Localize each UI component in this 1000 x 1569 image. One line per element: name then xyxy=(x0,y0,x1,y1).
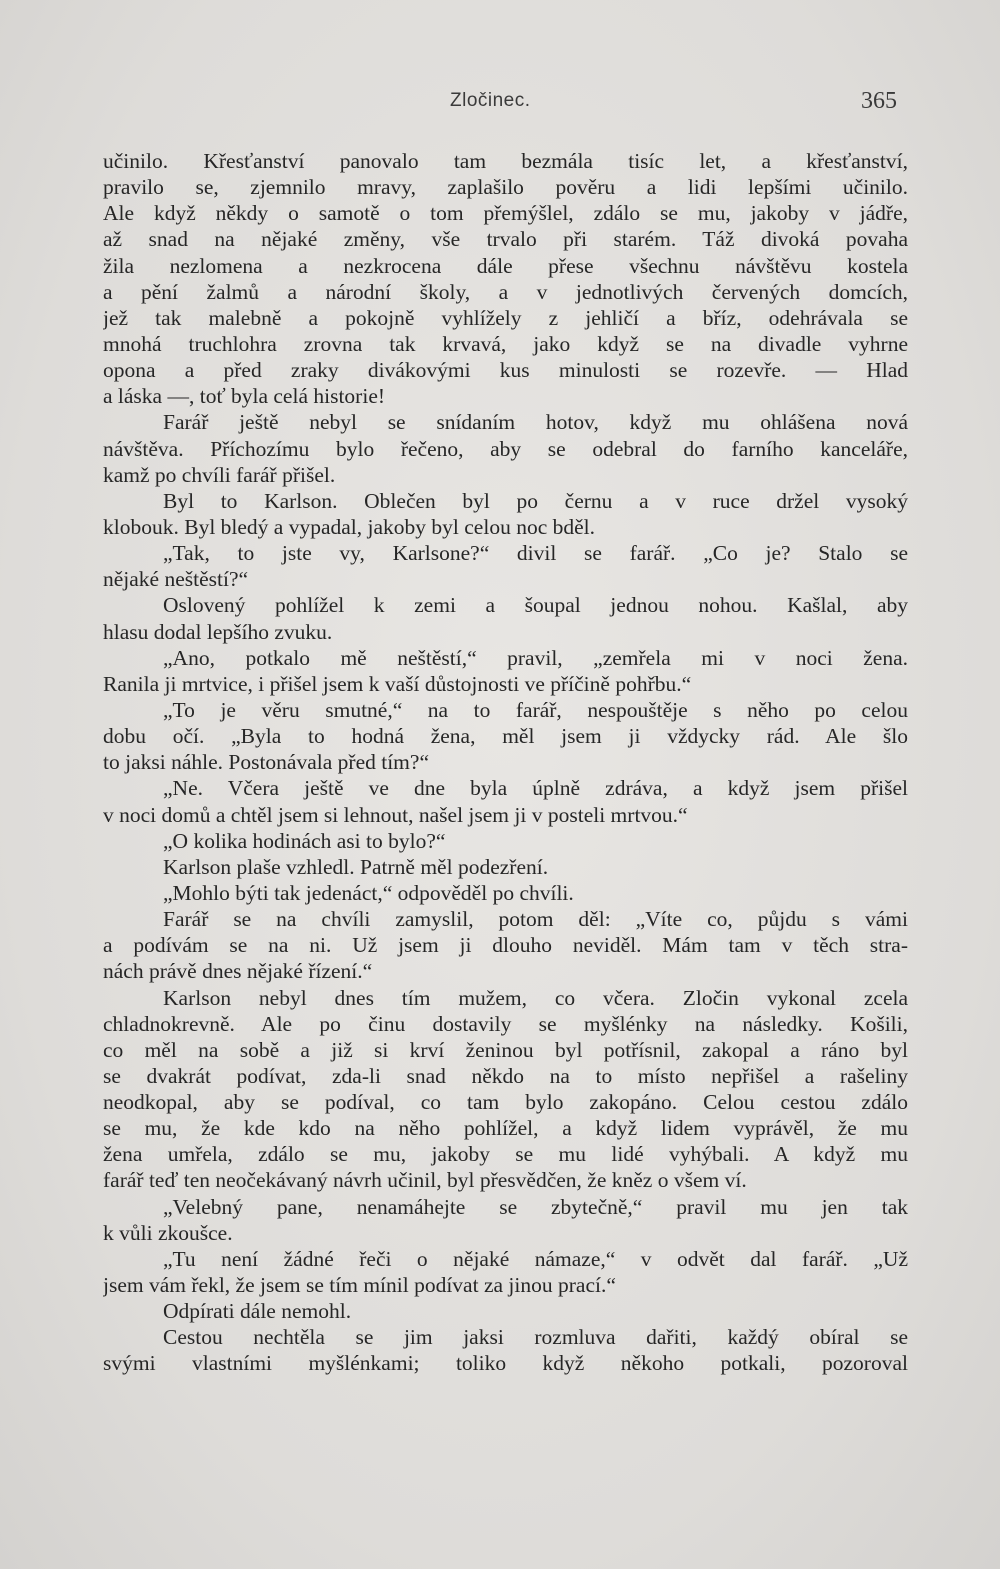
text-line: „Tak, to jste vy, Karlsone?“ divil se farář. „Co je? Stalo se xyxy=(163,541,908,566)
text-line: „Ne. Včera ještě ve dne byla úplně zdráva, a když jsem přišel xyxy=(163,776,908,801)
text-line: Byl to Karlson. Oblečen byl po černu a v ruce držel vysoký xyxy=(163,488,908,513)
text-line: a láska —, toť byla celá historie! xyxy=(103,384,386,409)
text-line: Ale když někdy o samotě o tom přemýšlel, zdálo se mu, jakoby v jádře, xyxy=(103,201,908,226)
text-line: klobouk. Byl bledý a vypadal, jakoby byl celou noc bděl. xyxy=(103,514,596,539)
text-line: jsem vám řekl, že jsem se tím mínil podívat za jinou prací.“ xyxy=(103,1273,616,1298)
text-line: až snad na nějaké změny, vše trvalo při starém. Táž divoká povaha xyxy=(103,227,908,252)
text-line: pravilo se, zjemnilo mravy, zaplašilo pověru a lidi lepšími učinilo. xyxy=(103,175,908,200)
text-line: „O kolika hodinách asi to bylo?“ xyxy=(163,828,446,853)
text-line: „Mohlo býti tak jedenáct,“ odpověděl po chvíli. xyxy=(163,880,574,905)
text-line: neodkopal, aby se podíval, co tam bylo zakopáno. Celou cestou zdálo xyxy=(103,1090,908,1115)
text-line: Farář se na chvíli zamyslil, potom děl: „Víte co, půjdu s vámi xyxy=(163,907,908,932)
text-line: co měl na sobě a již si krví ženinou byl potřísnil, zakopal a ráno byl xyxy=(103,1037,908,1062)
text-line: a pění žalmů a národní školy, a v jednotlivých červených domcích, xyxy=(103,279,908,304)
text-line: v noci domů a chtěl jsem si lehnout, našel jsem ji v posteli mrtvou.“ xyxy=(103,802,688,827)
text-line: nějaké neštěstí?“ xyxy=(103,567,249,592)
text-line: „To je věru smutné,“ na to farář, nespouštěje s něho po celou xyxy=(163,697,908,722)
text-line: žila nezlomena a nezkrocena dále přese všechnu návštěvu kostela xyxy=(103,253,908,278)
text-line: dobu očí. „Byla to hodná žena, měl jsem ji vždycky rád. Ale šlo xyxy=(103,724,908,749)
text-line: se mu, že kde kdo na něho pohlížel, a když lidem vyprávěl, že mu xyxy=(103,1116,908,1141)
text-line: chladnokrevně. Ale po činu dostavily se myšlénky na následky. Košili, xyxy=(103,1011,908,1036)
text-line: kamž po chvíli farář přišel. xyxy=(103,462,336,487)
page-number: 365 xyxy=(861,88,897,114)
page-header xyxy=(0,88,1000,118)
text-line: Karlson plaše vzhledl. Patrně měl podezření. xyxy=(163,854,549,879)
text-line: svými vlastními myšlénkami; toliko když někoho potkali, pozoroval xyxy=(103,1351,908,1376)
text-line: a podívám se na ni. Už jsem ji dlouho neviděl. Mám tam v těch stra- xyxy=(103,933,908,958)
text-line: žena umřela, zdálo se mu, jakoby se mu lidé vyhýbali. A když mu xyxy=(103,1142,908,1167)
text-line: „Velebný pane, nenamáhejte se zbytečně,“ pravil mu jen tak xyxy=(163,1194,908,1219)
running-title: Zločinec. xyxy=(450,90,531,111)
text-line: Ranila ji mrtvice, i přišel jsem k vaší důstojnosti ve příčině pohřbu.“ xyxy=(103,671,692,696)
text-line: k vůli zkoušce. xyxy=(103,1220,233,1245)
text-line: „Ano, potkalo mě neštěstí,“ pravil, „zemřela mi v noci žena. xyxy=(163,645,908,670)
text-line: to jaksi náhle. Postonávala před tím?“ xyxy=(103,750,429,775)
text-line: jež tak malebně a pokojně vyhlížely z jehličí a bříz, odehrávala se xyxy=(103,305,908,330)
text-line: Farář ještě nebyl se snídaním hotov, když mu ohlášena nová xyxy=(163,410,908,435)
text-line: mnohá truchlohra zrovna tak krvavá, jako když se na divadle vyhrne xyxy=(103,331,908,356)
text-line: Odpírati dále nemohl. xyxy=(163,1299,352,1324)
text-line: návštěva. Příchozímu bylo řečeno, aby se odebral do farního kanceláře, xyxy=(103,436,908,461)
text-line: Karlson nebyl dnes tím mužem, co včera. Zločin vykonal zcela xyxy=(163,985,908,1010)
text-line: „Tu není žádné řeči o nějaké námaze,“ v odvět dal farář. „Už xyxy=(163,1246,908,1271)
text-line: farář teď ten neočekávaný návrh učinil, byl přesvědčen, že kněz o všem ví. xyxy=(103,1168,747,1193)
text-line: učinilo. Křesťanství panovalo tam bezmála tisíc let, a křesťanství, xyxy=(103,149,908,173)
body-text xyxy=(103,148,908,1377)
text-line: Cestou nechtěla se jim jaksi rozmluva dařiti, každý obíral se xyxy=(163,1325,908,1350)
text-line: Oslovený pohlížel k zemi a šoupal jednou nohou. Kašlal, aby xyxy=(163,593,908,618)
text-line: opona a před zraky divákovými kus minulosti se rozevře. — Hlad xyxy=(103,358,908,383)
text-line: se dvakrát podívat, zda-li snad někdo na to místo nepřišel a rašeliny xyxy=(103,1063,908,1088)
text-line: hlasu dodal lepšího zvuku. xyxy=(103,619,333,644)
text-line: nách právě dnes nějaké řízení.“ xyxy=(103,959,373,984)
